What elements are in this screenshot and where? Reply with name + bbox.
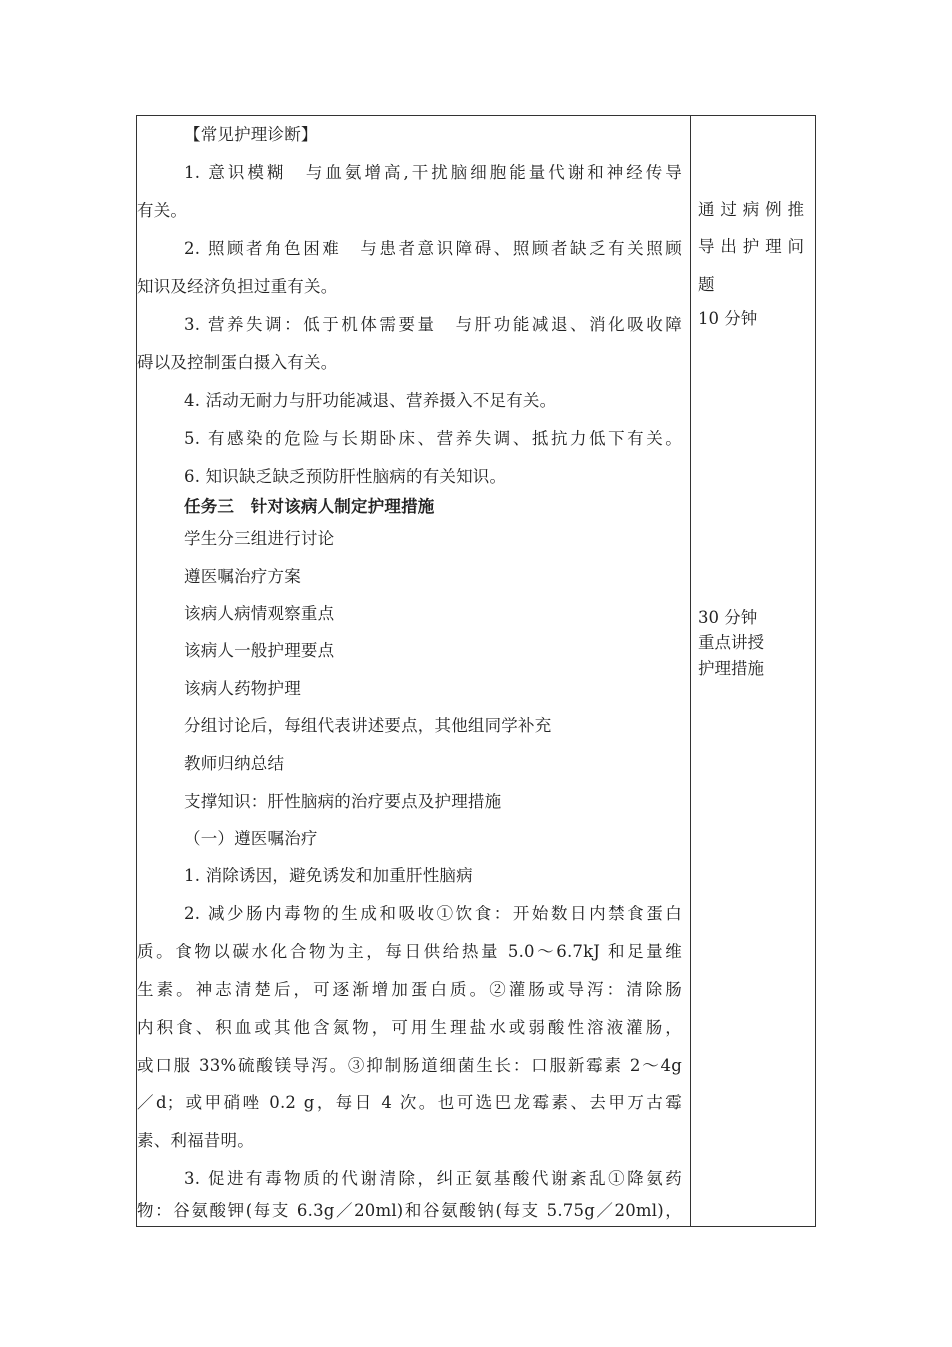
treatment-line: 2. 减少肠内毒物的生成和吸收①饮食：开始数日内禁食蛋白 <box>184 904 682 923</box>
diagnosis-line: 有关。 <box>137 201 188 220</box>
metabolism-line: 3. 促进有毒物质的代谢清除，纠正氨基酸代谢紊乱①降氨药 <box>184 1169 682 1188</box>
task-item: 支撑知识：肝性脑病的治疗要点及护理措施 <box>184 792 502 811</box>
task-item: 遵医嘱治疗方案 <box>184 567 301 586</box>
diagnosis-line: 6. 知识缺乏缺乏预防肝性脑病的有关知识。 <box>184 467 507 486</box>
side-note-line: 通过病例推 <box>698 200 804 219</box>
time-allocation: 10 分钟 <box>698 309 758 328</box>
diagnosis-line: 4. 活动无耐力与肝功能减退、营养摄入不足有关。 <box>184 391 557 410</box>
treatment-line: 内积食、积血或其他含氮物，可用生理盐水或弱酸性溶液灌肠， <box>137 1018 682 1037</box>
task-item: 学生分三组进行讨论 <box>184 529 335 548</box>
side-note-line: 护理措施 <box>698 659 764 678</box>
treatment-line: 或口服 33%硫酸镁导泻。③抑制肠道细菌生长：口服新霉素 2～4g <box>137 1056 682 1075</box>
side-note-line: 重点讲授 <box>698 633 764 652</box>
diagnosis-line: 3. 营养失调：低于机体需要量 与肝功能减退、消化吸收障 <box>184 315 682 334</box>
treatment-line: 素、利福昔明。 <box>137 1131 254 1150</box>
lesson-plan-table <box>136 115 816 1227</box>
treatment-line: ／d；或甲硝唑 0.2 g，每日 4 次。也可选巴龙霉素、去甲万古霉 <box>137 1093 682 1112</box>
task-item: （一）遵医嘱治疗 <box>184 829 318 848</box>
column-divider <box>690 116 691 1226</box>
diagnosis-line: 2. 照顾者角色困难 与患者意识障碍、照顾者缺乏有关照顾 <box>184 239 682 258</box>
time-allocation: 30 分钟 <box>698 608 758 627</box>
task-item: 分组讨论后，每组代表讲述要点，其他组同学补充 <box>184 716 552 735</box>
diagnosis-line: 知识及经济负担过重有关。 <box>137 277 338 296</box>
side-note-line: 题 <box>698 275 715 294</box>
section-heading: 【常见护理诊断】 <box>184 125 318 144</box>
diagnosis-line: 碍以及控制蛋白摄入有关。 <box>137 353 338 372</box>
task-item: 该病人药物护理 <box>184 679 301 698</box>
side-note-line: 导出护理问 <box>698 237 804 256</box>
task-item: 教师归纳总结 <box>184 754 285 773</box>
treatment-line: 生素。神志清楚后，可逐渐增加蛋白质。②灌肠或导泻：清除肠 <box>137 980 682 999</box>
task-item: 该病人病情观察重点 <box>184 604 335 623</box>
diagnosis-line: 1. 意识模糊 与血氨增高,干扰脑细胞能量代谢和神经传导 <box>184 163 682 182</box>
task-title: 任务三 针对该病人制定护理措施 <box>184 497 435 516</box>
task-item: 该病人一般护理要点 <box>184 641 335 660</box>
diagnosis-line: 5. 有感染的危险与长期卧床、营养失调、抵抗力低下有关。 <box>184 429 682 448</box>
metabolism-line: 物：谷氨酸钾(每支 6.3g／20ml)和谷氨酸钠(每支 5.75g／20ml)， <box>137 1201 682 1220</box>
task-item: 1. 消除诱因，避免诱发和加重肝性脑病 <box>184 866 473 885</box>
treatment-line: 质。食物以碳水化合物为主，每日供给热量 5.0～6.7kJ 和足量维 <box>137 942 682 961</box>
